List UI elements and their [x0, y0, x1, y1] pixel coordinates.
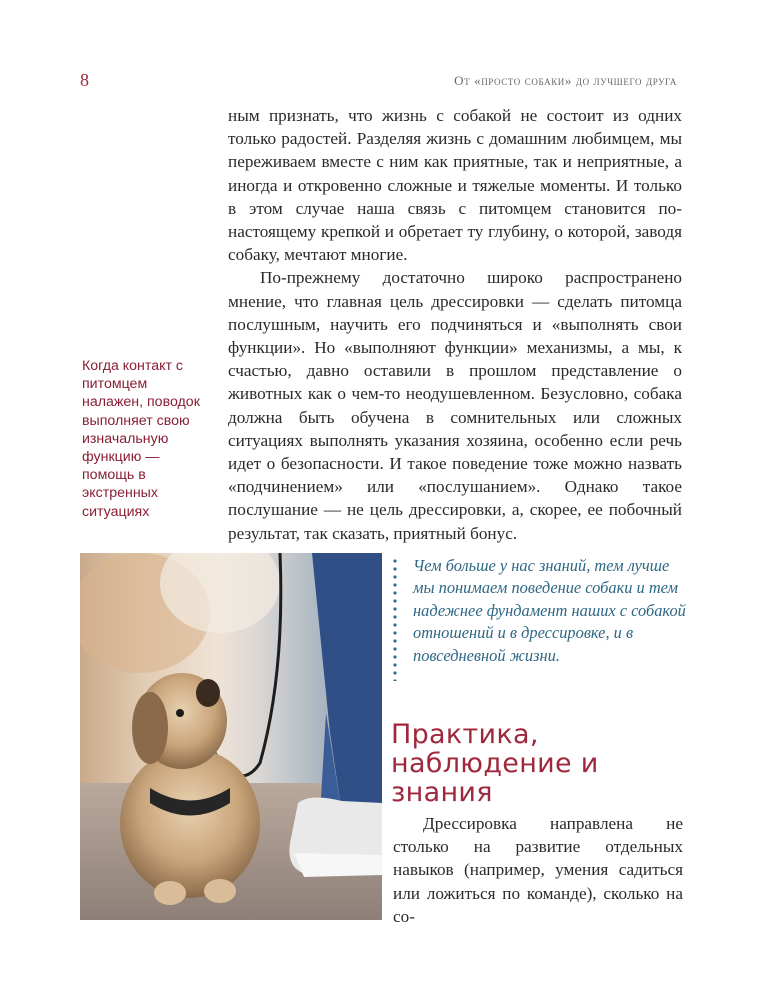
- dotted-rule: [393, 557, 397, 681]
- quote-text: Чем больше у нас знаний, тем лучше мы понимаем поведение собаки и тем надежнее фундамент наших с собакой отношений и в дрессировке, и в повседневной жизни.: [413, 556, 686, 665]
- dog-photo: [80, 553, 382, 920]
- side-caption: Когда контакт с питомцем налажен, поводок выполняет свою изначальную функцию — помощь в экстренных ситуациях: [82, 358, 200, 520]
- section-paragraph: Дрессировка направлена не столько на развитие отдельных навыков (например, умения садиться или ложиться по команде), сколько на со-: [393, 814, 683, 926]
- main-text: [228, 104, 682, 545]
- dog-on-leash-illustration: [80, 553, 382, 920]
- running-header: От «просто собаки» до лучшего друга: [454, 73, 677, 88]
- section-title: Практика, наблюдение и знания: [391, 719, 599, 808]
- paragraph-1: ным признать, что жизнь с собакой не состоит из одних только радостей. Разделяя жизнь с домашним любимцем, мы переживаем вместе с ним как приятные, так и неприятные, а иногда и откровенно сложные и тяжелые моменты. И только в этом случае наша связь с питомцем становится по-настоящему крепкой и обретает ту глубину, о которой, заводя собаку, мечтают многие.: [228, 106, 682, 265]
- section-body: [393, 812, 683, 928]
- paragraph-2: По-прежнему достаточно широко распространено мнение, что главная цель дрессировки — сделать питомца послушным, научить его подчиняться и «выполнять свои функции». Но «выполняют функции» механизмы, а мы, к счастью, давно оставили в прошлом представление о животных как о чем-то неодушевленном. Безусловно, собака должна быть обучена в сомнительных или сложных ситуациях выполнять указания хозяина, особенно если речь идет о безопасности. И такое поведение тоже можно назвать «подчинением» или «послушанием». Однако такое послушание — не цель дрессировки, а, скорее, ее побочный результат, так сказать, приятный бонус.: [228, 268, 682, 543]
- pull-quote: [393, 555, 686, 685]
- page-number: 8: [80, 70, 89, 90]
